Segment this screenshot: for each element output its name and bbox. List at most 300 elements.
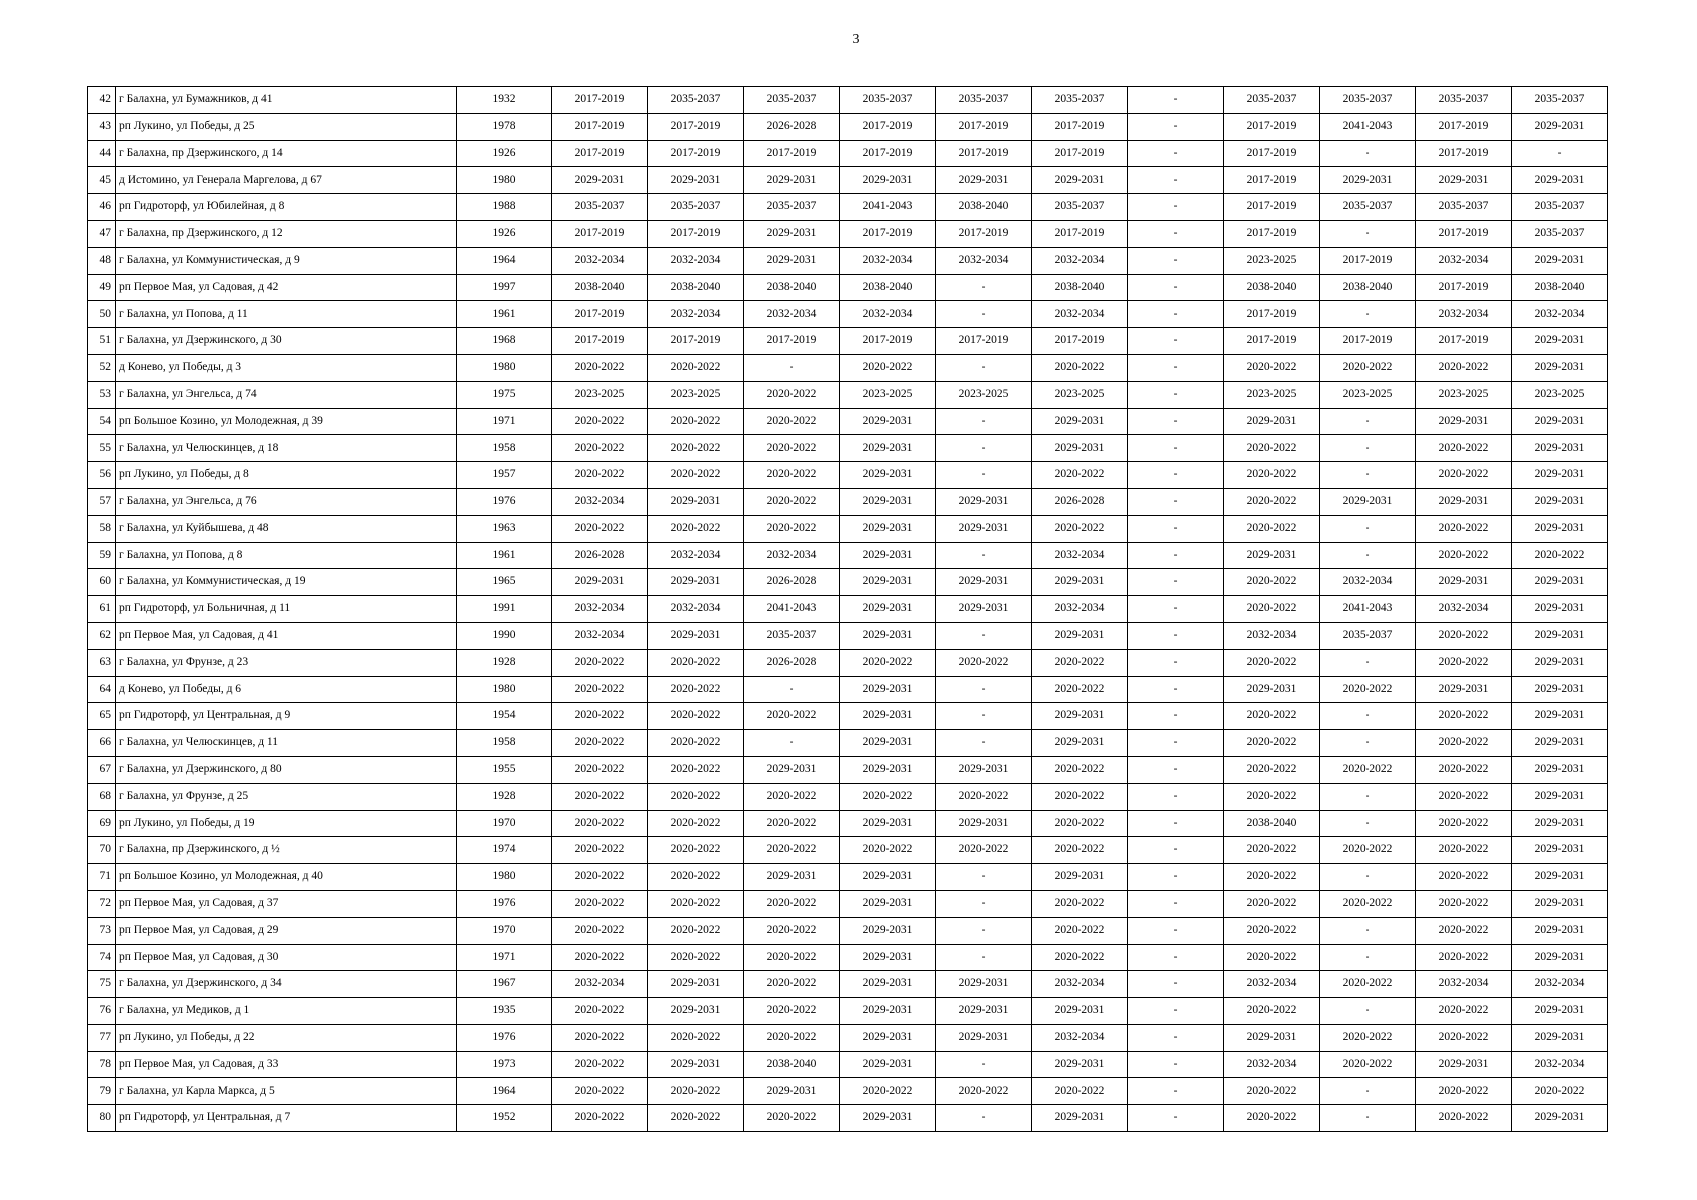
cell-period-2: 2020-2022	[648, 944, 744, 971]
cell-address: рп Первое Мая, ул Садовая, д 29	[116, 917, 457, 944]
cell-period-1: 2020-2022	[552, 1078, 648, 1105]
cell-period-4: 2029-2031	[840, 1105, 936, 1132]
cell-period-4: 2029-2031	[840, 1024, 936, 1051]
cell-build-year: 1990	[457, 622, 552, 649]
cell-build-year: 1978	[457, 113, 552, 140]
cell-period-10: 2032-2034	[1416, 247, 1512, 274]
cell-period-3: 2020-2022	[744, 783, 840, 810]
cell-period-3: 2035-2037	[744, 87, 840, 114]
cell-build-year: 1955	[457, 756, 552, 783]
cell-period-4: 2029-2031	[840, 890, 936, 917]
cell-period-3: 2020-2022	[744, 1105, 840, 1132]
table-row	[88, 381, 1608, 408]
cell-address: рп Лукино, ул Победы, д 19	[116, 810, 457, 837]
cell-period-10: 2020-2022	[1416, 890, 1512, 917]
cell-period-1: 2017-2019	[552, 220, 648, 247]
cell-build-year: 1957	[457, 462, 552, 489]
cell-period-8: 2035-2037	[1224, 87, 1320, 114]
cell-period-6: 2020-2022	[1032, 1078, 1128, 1105]
cell-period-9: 2035-2037	[1320, 87, 1416, 114]
cell-period-2: 2020-2022	[648, 1024, 744, 1051]
cell-period-9: 2041-2043	[1320, 113, 1416, 140]
cell-period-3: 2038-2040	[744, 274, 840, 301]
cell-build-year: 1997	[457, 274, 552, 301]
cell-period-1: 2017-2019	[552, 87, 648, 114]
cell-address: г Балахна, ул Фрунзе, д 23	[116, 649, 457, 676]
cell-period-5: -	[936, 354, 1032, 381]
cell-period-4: 2029-2031	[840, 756, 936, 783]
cell-period-5: 2029-2031	[936, 971, 1032, 998]
cell-period-6: 2020-2022	[1032, 944, 1128, 971]
cell-period-3: 2029-2031	[744, 756, 840, 783]
cell-period-10: 2029-2031	[1416, 569, 1512, 596]
cell-period-7: -	[1128, 971, 1224, 998]
cell-period-7: -	[1128, 301, 1224, 328]
cell-period-11: 2029-2031	[1512, 944, 1608, 971]
cell-period-4: 2029-2031	[840, 917, 936, 944]
cell-period-10: 2029-2031	[1416, 408, 1512, 435]
cell-period-7: -	[1128, 703, 1224, 730]
cell-period-6: 2023-2025	[1032, 381, 1128, 408]
cell-build-year: 1967	[457, 971, 552, 998]
cell-period-11: 2020-2022	[1512, 542, 1608, 569]
cell-period-3: 2026-2028	[744, 113, 840, 140]
cell-period-7: -	[1128, 783, 1224, 810]
cell-period-1: 2038-2040	[552, 274, 648, 301]
cell-address: г Балахна, ул Челюскинцев, д 11	[116, 730, 457, 757]
cell-period-9: -	[1320, 220, 1416, 247]
cell-period-6: 2029-2031	[1032, 435, 1128, 462]
cell-period-3: 2032-2034	[744, 542, 840, 569]
cell-period-10: 2032-2034	[1416, 596, 1512, 623]
cell-period-9: 2020-2022	[1320, 1024, 1416, 1051]
cell-period-8: 2020-2022	[1224, 783, 1320, 810]
cell-period-9: -	[1320, 542, 1416, 569]
cell-build-year: 1980	[457, 167, 552, 194]
cell-address: г Балахна, ул Коммунистическая, д 19	[116, 569, 457, 596]
cell-period-6: 2032-2034	[1032, 1024, 1128, 1051]
cell-period-5: -	[936, 890, 1032, 917]
cell-period-8: 2020-2022	[1224, 435, 1320, 462]
cell-period-11: 2029-2031	[1512, 890, 1608, 917]
cell-period-4: 2029-2031	[840, 569, 936, 596]
cell-period-8: 2020-2022	[1224, 864, 1320, 891]
cell-period-10: 2020-2022	[1416, 864, 1512, 891]
cell-period-4: 2041-2043	[840, 194, 936, 221]
cell-period-7: -	[1128, 998, 1224, 1025]
cell-period-5: -	[936, 408, 1032, 435]
cell-row-number: 70	[88, 837, 116, 864]
cell-period-11: 2029-2031	[1512, 488, 1608, 515]
cell-build-year: 1980	[457, 864, 552, 891]
cell-period-7: -	[1128, 864, 1224, 891]
cell-row-number: 76	[88, 998, 116, 1025]
cell-period-6: 2026-2028	[1032, 488, 1128, 515]
cell-period-8: 2029-2031	[1224, 676, 1320, 703]
cell-period-4: 2029-2031	[840, 622, 936, 649]
cell-period-10: 2020-2022	[1416, 1105, 1512, 1132]
cell-period-8: 2020-2022	[1224, 730, 1320, 757]
cell-period-11: 2029-2031	[1512, 1024, 1608, 1051]
cell-period-11: 2029-2031	[1512, 783, 1608, 810]
cell-period-10: 2020-2022	[1416, 756, 1512, 783]
table-row	[88, 944, 1608, 971]
cell-period-10: 2032-2034	[1416, 301, 1512, 328]
cell-period-8: 2017-2019	[1224, 220, 1320, 247]
cell-period-3: 2020-2022	[744, 408, 840, 435]
table-row	[88, 87, 1608, 114]
cell-period-3: 2038-2040	[744, 1051, 840, 1078]
cell-period-9: -	[1320, 864, 1416, 891]
cell-build-year: 1963	[457, 515, 552, 542]
cell-period-1: 2029-2031	[552, 569, 648, 596]
cell-period-4: 2023-2025	[840, 381, 936, 408]
cell-build-year: 1971	[457, 944, 552, 971]
cell-row-number: 49	[88, 274, 116, 301]
cell-period-4: 2032-2034	[840, 301, 936, 328]
cell-period-10: 2017-2019	[1416, 274, 1512, 301]
cell-period-6: 2020-2022	[1032, 756, 1128, 783]
cell-address: г Балахна, ул Дзержинского, д 80	[116, 756, 457, 783]
table-row	[88, 462, 1608, 489]
cell-build-year: 1952	[457, 1105, 552, 1132]
cell-period-2: 2029-2031	[648, 971, 744, 998]
cell-period-8: 2020-2022	[1224, 944, 1320, 971]
cell-period-8: 2020-2022	[1224, 569, 1320, 596]
cell-period-4: 2029-2031	[840, 542, 936, 569]
cell-period-9: -	[1320, 917, 1416, 944]
cell-build-year: 1968	[457, 328, 552, 355]
cell-build-year: 1973	[457, 1051, 552, 1078]
cell-row-number: 71	[88, 864, 116, 891]
cell-period-9: 2020-2022	[1320, 354, 1416, 381]
cell-period-5: 2035-2037	[936, 87, 1032, 114]
cell-period-1: 2026-2028	[552, 542, 648, 569]
cell-build-year: 1926	[457, 220, 552, 247]
cell-period-10: 2020-2022	[1416, 703, 1512, 730]
cell-period-4: 2029-2031	[840, 998, 936, 1025]
cell-period-8: 2017-2019	[1224, 140, 1320, 167]
cell-period-11: 2029-2031	[1512, 596, 1608, 623]
cell-period-9: 2020-2022	[1320, 890, 1416, 917]
cell-row-number: 59	[88, 542, 116, 569]
cell-row-number: 69	[88, 810, 116, 837]
cell-period-7: -	[1128, 113, 1224, 140]
cell-period-7: -	[1128, 220, 1224, 247]
cell-row-number: 73	[88, 917, 116, 944]
cell-period-11: 2029-2031	[1512, 703, 1608, 730]
table-row	[88, 1051, 1608, 1078]
table-row	[88, 649, 1608, 676]
cell-period-7: -	[1128, 1051, 1224, 1078]
cell-period-11: 2029-2031	[1512, 113, 1608, 140]
table-row	[88, 864, 1608, 891]
cell-period-5: -	[936, 1051, 1032, 1078]
cell-period-1: 2020-2022	[552, 462, 648, 489]
cell-period-6: 2029-2031	[1032, 408, 1128, 435]
cell-period-2: 2020-2022	[648, 783, 744, 810]
cell-period-11: 2029-2031	[1512, 730, 1608, 757]
cell-period-9: -	[1320, 1105, 1416, 1132]
cell-period-9: -	[1320, 944, 1416, 971]
cell-period-9: -	[1320, 810, 1416, 837]
cell-period-7: -	[1128, 435, 1224, 462]
cell-row-number: 77	[88, 1024, 116, 1051]
cell-period-6: 2029-2031	[1032, 998, 1128, 1025]
cell-build-year: 1974	[457, 837, 552, 864]
cell-period-8: 2020-2022	[1224, 756, 1320, 783]
cell-period-2: 2020-2022	[648, 1078, 744, 1105]
cell-period-8: 2023-2025	[1224, 247, 1320, 274]
cell-period-3: 2020-2022	[744, 703, 840, 730]
cell-row-number: 46	[88, 194, 116, 221]
cell-period-11: 2032-2034	[1512, 301, 1608, 328]
cell-address: г Балахна, ул Медиков, д 1	[116, 998, 457, 1025]
cell-period-2: 2020-2022	[648, 676, 744, 703]
cell-row-number: 54	[88, 408, 116, 435]
cell-period-5: 2020-2022	[936, 783, 1032, 810]
cell-period-7: -	[1128, 569, 1224, 596]
cell-period-10: 2020-2022	[1416, 944, 1512, 971]
cell-period-8: 2017-2019	[1224, 194, 1320, 221]
cell-period-7: -	[1128, 167, 1224, 194]
cell-row-number: 56	[88, 462, 116, 489]
cell-period-9: -	[1320, 301, 1416, 328]
cell-period-11: -	[1512, 140, 1608, 167]
cell-period-4: 2029-2031	[840, 167, 936, 194]
cell-period-9: 2020-2022	[1320, 756, 1416, 783]
cell-period-9: -	[1320, 140, 1416, 167]
cell-build-year: 1980	[457, 676, 552, 703]
cell-period-3: 2020-2022	[744, 1024, 840, 1051]
cell-period-1: 2020-2022	[552, 944, 648, 971]
cell-address: рп Лукино, ул Победы, д 22	[116, 1024, 457, 1051]
cell-period-2: 2017-2019	[648, 220, 744, 247]
cell-address: г Балахна, ул Попова, д 11	[116, 301, 457, 328]
cell-period-7: -	[1128, 140, 1224, 167]
cell-period-5: -	[936, 864, 1032, 891]
cell-build-year: 1958	[457, 730, 552, 757]
cell-period-7: -	[1128, 756, 1224, 783]
cell-period-3: 2026-2028	[744, 569, 840, 596]
cell-period-1: 2029-2031	[552, 167, 648, 194]
page-number: 3	[852, 32, 860, 47]
cell-period-4: 2032-2034	[840, 247, 936, 274]
cell-period-10: 2017-2019	[1416, 140, 1512, 167]
cell-address: г Балахна, ул Энгельса, д 74	[116, 381, 457, 408]
cell-period-8: 2032-2034	[1224, 622, 1320, 649]
cell-address: г Балахна, пр Дзержинского, д 12	[116, 220, 457, 247]
cell-address: рп Большое Козино, ул Молодежная, д 39	[116, 408, 457, 435]
cell-period-10: 2020-2022	[1416, 649, 1512, 676]
cell-period-4: 2020-2022	[840, 1078, 936, 1105]
cell-period-11: 2029-2031	[1512, 354, 1608, 381]
cell-period-8: 2020-2022	[1224, 890, 1320, 917]
table-row	[88, 810, 1608, 837]
cell-period-1: 2020-2022	[552, 703, 648, 730]
cell-period-7: -	[1128, 87, 1224, 114]
cell-period-2: 2020-2022	[648, 515, 744, 542]
table-row	[88, 220, 1608, 247]
cell-period-7: -	[1128, 381, 1224, 408]
cell-period-11: 2029-2031	[1512, 649, 1608, 676]
cell-period-5: -	[936, 917, 1032, 944]
cell-period-4: 2035-2037	[840, 87, 936, 114]
table-row	[88, 730, 1608, 757]
cell-period-6: 2038-2040	[1032, 274, 1128, 301]
cell-period-8: 2020-2022	[1224, 998, 1320, 1025]
cell-period-3: 2020-2022	[744, 515, 840, 542]
cell-period-6: 2020-2022	[1032, 462, 1128, 489]
cell-period-3: 2020-2022	[744, 810, 840, 837]
cell-period-5: 2017-2019	[936, 328, 1032, 355]
cell-period-6: 2017-2019	[1032, 328, 1128, 355]
cell-period-10: 2020-2022	[1416, 435, 1512, 462]
cell-period-8: 2017-2019	[1224, 328, 1320, 355]
cell-period-11: 2029-2031	[1512, 515, 1608, 542]
cell-address: рп Большое Козино, ул Молодежная, д 40	[116, 864, 457, 891]
cell-period-3: 2029-2031	[744, 167, 840, 194]
cell-period-4: 2029-2031	[840, 408, 936, 435]
cell-address: г Балахна, пр Дзержинского, д ½	[116, 837, 457, 864]
cell-build-year: 1970	[457, 810, 552, 837]
cell-period-2: 2035-2037	[648, 87, 744, 114]
cell-period-4: 2017-2019	[840, 220, 936, 247]
cell-period-2: 2035-2037	[648, 194, 744, 221]
cell-period-11: 2032-2034	[1512, 1051, 1608, 1078]
cell-period-4: 2029-2031	[840, 1051, 936, 1078]
cell-address: г Балахна, ул Коммунистическая, д 9	[116, 247, 457, 274]
cell-address: д Конево, ул Победы, д 3	[116, 354, 457, 381]
cell-period-1: 2020-2022	[552, 783, 648, 810]
cell-row-number: 78	[88, 1051, 116, 1078]
cell-period-6: 2017-2019	[1032, 140, 1128, 167]
cell-period-3: 2020-2022	[744, 488, 840, 515]
cell-period-2: 2032-2034	[648, 596, 744, 623]
cell-period-5: 2029-2031	[936, 515, 1032, 542]
cell-period-2: 2020-2022	[648, 756, 744, 783]
cell-address: д Конево, ул Победы, д 6	[116, 676, 457, 703]
cell-row-number: 60	[88, 569, 116, 596]
cell-period-2: 2023-2025	[648, 381, 744, 408]
cell-period-5: -	[936, 622, 1032, 649]
cell-period-9: -	[1320, 408, 1416, 435]
cell-period-7: -	[1128, 730, 1224, 757]
cell-period-4: 2020-2022	[840, 783, 936, 810]
cell-period-8: 2023-2025	[1224, 381, 1320, 408]
cell-period-5: 2032-2034	[936, 247, 1032, 274]
cell-period-3: 2041-2043	[744, 596, 840, 623]
cell-period-7: -	[1128, 515, 1224, 542]
cell-period-5: -	[936, 542, 1032, 569]
cell-period-7: -	[1128, 542, 1224, 569]
cell-period-11: 2029-2031	[1512, 408, 1608, 435]
cell-period-3: 2029-2031	[744, 247, 840, 274]
cell-period-9: -	[1320, 703, 1416, 730]
cell-address: рп Лукино, ул Победы, д 25	[116, 113, 457, 140]
cell-period-5: 2029-2031	[936, 488, 1032, 515]
cell-build-year: 1970	[457, 917, 552, 944]
cell-period-11: 2029-2031	[1512, 917, 1608, 944]
cell-build-year: 1958	[457, 435, 552, 462]
cell-row-number: 55	[88, 435, 116, 462]
table-row	[88, 890, 1608, 917]
cell-period-3: 2029-2031	[744, 864, 840, 891]
cell-period-4: 2029-2031	[840, 488, 936, 515]
cell-period-10: 2017-2019	[1416, 328, 1512, 355]
cell-period-1: 2020-2022	[552, 1105, 648, 1132]
cell-row-number: 80	[88, 1105, 116, 1132]
cell-period-8: 2020-2022	[1224, 1105, 1320, 1132]
cell-period-7: -	[1128, 328, 1224, 355]
cell-period-3: 2035-2037	[744, 194, 840, 221]
cell-period-2: 2020-2022	[648, 864, 744, 891]
cell-row-number: 61	[88, 596, 116, 623]
cell-period-4: 2029-2031	[840, 596, 936, 623]
cell-period-7: -	[1128, 408, 1224, 435]
cell-period-6: 2020-2022	[1032, 676, 1128, 703]
cell-period-10: 2020-2022	[1416, 1078, 1512, 1105]
cell-period-4: 2029-2031	[840, 703, 936, 730]
cell-row-number: 79	[88, 1078, 116, 1105]
cell-period-8: 2017-2019	[1224, 113, 1320, 140]
table-row	[88, 140, 1608, 167]
cell-period-5: 2020-2022	[936, 837, 1032, 864]
cell-period-5: 2017-2019	[936, 113, 1032, 140]
table-row	[88, 998, 1608, 1025]
cell-period-2: 2020-2022	[648, 890, 744, 917]
cell-period-5: -	[936, 730, 1032, 757]
cell-period-1: 2032-2034	[552, 596, 648, 623]
cell-period-10: 2029-2031	[1416, 1051, 1512, 1078]
cell-build-year: 1965	[457, 569, 552, 596]
cell-build-year: 1928	[457, 649, 552, 676]
cell-period-4: 2029-2031	[840, 944, 936, 971]
cell-period-5: -	[936, 301, 1032, 328]
cell-period-8: 2017-2019	[1224, 167, 1320, 194]
cell-period-3: 2020-2022	[744, 890, 840, 917]
cell-address: г Балахна, ул Дзержинского, д 30	[116, 328, 457, 355]
cell-period-11: 2029-2031	[1512, 247, 1608, 274]
cell-row-number: 68	[88, 783, 116, 810]
cell-period-9: 2029-2031	[1320, 167, 1416, 194]
cell-period-10: 2017-2019	[1416, 113, 1512, 140]
cell-period-9: 2041-2043	[1320, 596, 1416, 623]
cell-period-8: 2020-2022	[1224, 917, 1320, 944]
table-row	[88, 328, 1608, 355]
cell-period-9: -	[1320, 1078, 1416, 1105]
table-body	[88, 87, 1608, 1132]
cell-period-4: 2029-2031	[840, 730, 936, 757]
cell-period-3: -	[744, 354, 840, 381]
cell-period-3: 2026-2028	[744, 649, 840, 676]
cell-period-1: 2020-2022	[552, 998, 648, 1025]
cell-period-11: 2029-2031	[1512, 1105, 1608, 1132]
cell-period-10: 2020-2022	[1416, 837, 1512, 864]
cell-row-number: 57	[88, 488, 116, 515]
cell-period-5: 2029-2031	[936, 1024, 1032, 1051]
table-row	[88, 274, 1608, 301]
table-row	[88, 247, 1608, 274]
cell-period-3: 2020-2022	[744, 917, 840, 944]
cell-build-year: 1971	[457, 408, 552, 435]
cell-period-8: 2029-2031	[1224, 408, 1320, 435]
cell-period-7: -	[1128, 488, 1224, 515]
cell-period-6: 2032-2034	[1032, 596, 1128, 623]
cell-period-8: 2020-2022	[1224, 1078, 1320, 1105]
cell-row-number: 47	[88, 220, 116, 247]
cell-period-2: 2020-2022	[648, 354, 744, 381]
